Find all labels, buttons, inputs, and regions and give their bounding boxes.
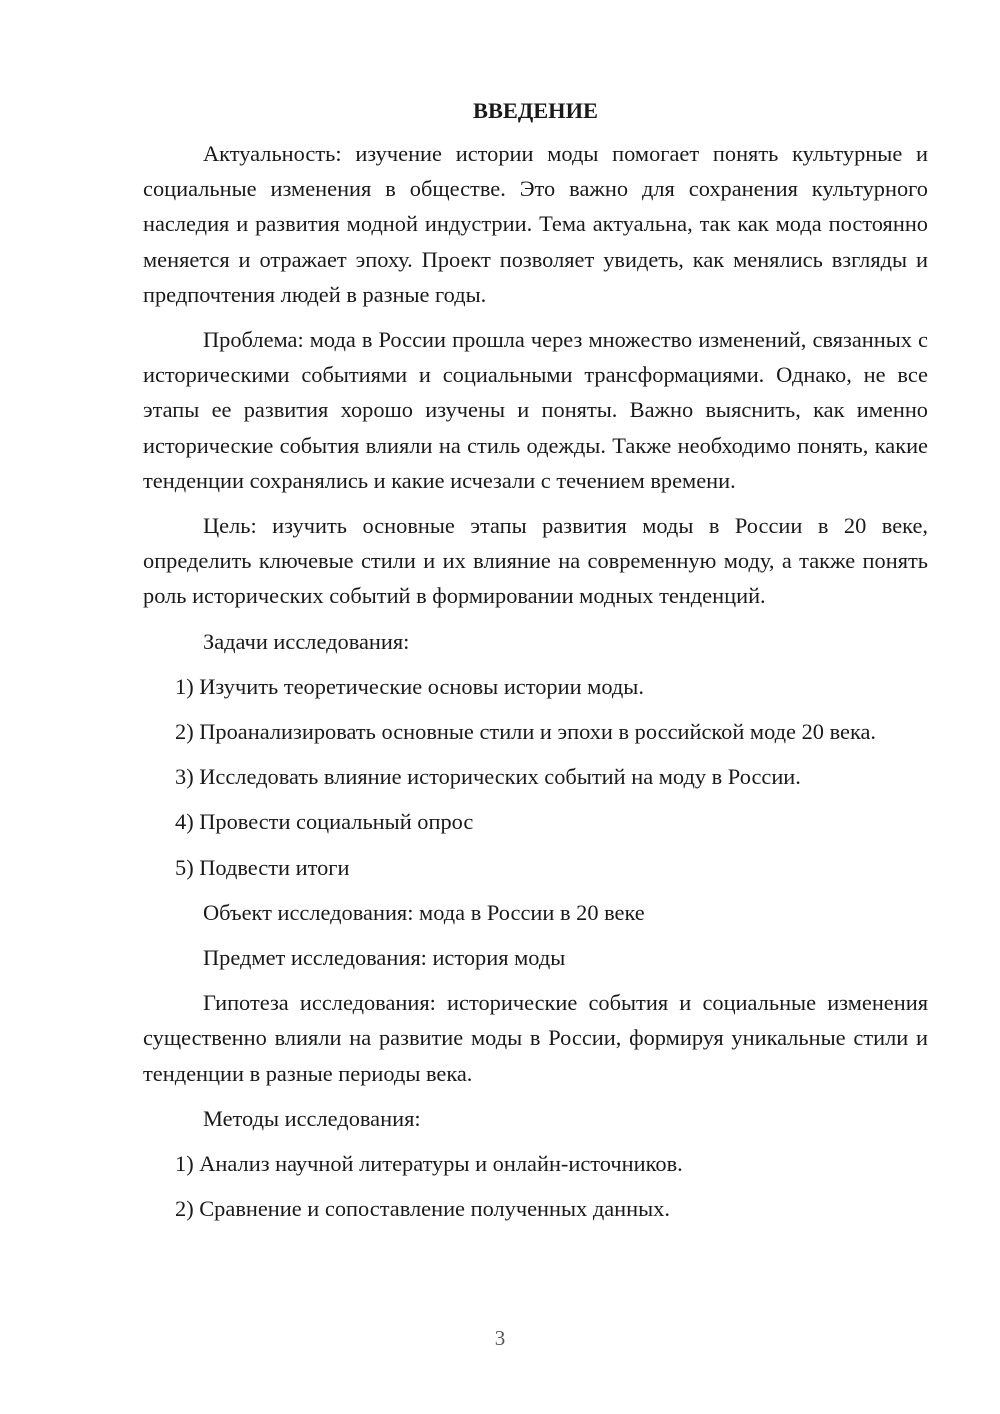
task-item-3: 3) Исследовать влияние исторических событий на моду в России. <box>175 764 801 790</box>
object-paragraph: Объект исследования: мода в России в 20 веке <box>203 899 645 925</box>
page-number: 3 <box>494 1326 506 1350</box>
goal-paragraph: Цель: изучить основные этапы развития моды в России в 20 веке, определить ключевые стили и их влияние на современную моду, а также понять роль исторических событий в формировании модных тенденций. <box>143 513 928 609</box>
task-item-4: 4) Провести социальный опрос <box>175 809 474 835</box>
subject-paragraph: Предмет исследования: история моды <box>203 945 566 971</box>
tasks-heading: Задачи исследования: <box>203 628 410 654</box>
methods-heading: Методы исследования: <box>203 1105 421 1131</box>
document-page <box>143 96 928 1226</box>
relevance-paragraph: Актуальность: изучение истории моды помогает понять культурные и социальные изменения в обществе. Это важно для сохранения культурного наследия и развития модной индустрии. Тема актуальна, так как мода постоянно меняется и отражает эпоху. Проект позволяет увидеть, как менялись взгляды и предпочтения людей в разные годы. <box>143 141 928 307</box>
task-item-1: 1) Изучить теоретические основы истории моды. <box>175 673 644 699</box>
section-title: ВВЕДЕНИЕ <box>473 98 598 123</box>
method-item-1: 1) Анализ научной литературы и онлайн-источников. <box>175 1151 683 1177</box>
problem-paragraph: Проблема: мода в России прошла через множество изменений, связанных с историческими событиями и социальными трансформациями. Однако, не все этапы ее развития хорошо изучены и поняты. Важно выяснить, как именно исторические события влияли на стиль одежды. Также необходимо понять, какие тенденции сохранялись и какие исчезали с течением времени. <box>143 327 928 493</box>
task-item-2: 2) Проанализировать основные стили и эпохи в российской моде 20 века. <box>175 719 877 745</box>
hypothesis-paragraph: Гипотеза исследования: исторические события и социальные изменения существенно влияли на развитие моды в России, формируя уникальные стили и тенденции в разные периоды века. <box>143 990 928 1086</box>
task-item-5: 5) Подвести итоги <box>175 854 350 880</box>
method-item-2: 2) Сравнение и сопоставление полученных данных. <box>175 1196 670 1222</box>
